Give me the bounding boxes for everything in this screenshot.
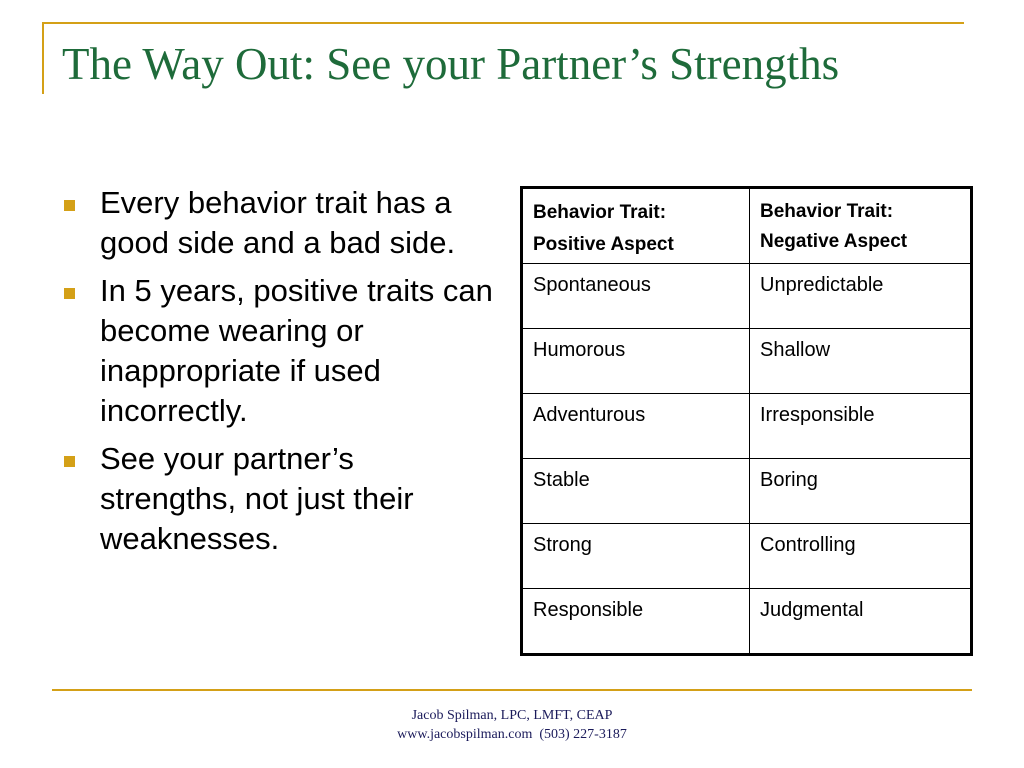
footer-contact: www.jacobspilman.com (503) 227-3187 bbox=[397, 727, 627, 742]
traits-table bbox=[520, 186, 973, 656]
bullet-list bbox=[58, 183, 498, 567]
negative-trait-cell: Controlling bbox=[750, 524, 972, 589]
header-line: Negative Aspect bbox=[760, 231, 908, 252]
bullet-item bbox=[58, 183, 498, 263]
negative-trait-cell: Shallow bbox=[750, 329, 972, 394]
positive-trait-cell: Humorous bbox=[522, 329, 750, 394]
positive-trait-cell: Spontaneous bbox=[522, 264, 750, 329]
bullet-text: See your partner’s strengths, not just their weaknesses. bbox=[100, 441, 414, 556]
table-row bbox=[522, 589, 972, 655]
negative-trait-cell: Judgmental bbox=[750, 589, 972, 655]
square-bullet-icon bbox=[64, 288, 75, 299]
positive-trait-cell: Stable bbox=[522, 459, 750, 524]
table-row bbox=[522, 264, 972, 329]
bullet-item bbox=[58, 271, 498, 431]
bullet-item bbox=[58, 439, 498, 559]
table-row bbox=[522, 459, 972, 524]
table-row bbox=[522, 524, 972, 589]
header-line: Behavior Trait: bbox=[533, 202, 667, 223]
square-bullet-icon bbox=[64, 456, 75, 467]
footer-author: Jacob Spilman, LPC, LMFT, CEAP bbox=[411, 708, 613, 723]
table-row bbox=[522, 329, 972, 394]
bullet-text: Every behavior trait has a good side and a bad side. bbox=[100, 185, 456, 260]
title-frame-left-rule bbox=[42, 22, 44, 94]
bullet-text: In 5 years, positive traits can become wearing or inappropriate if used incorrectly. bbox=[100, 273, 493, 428]
negative-trait-cell: Boring bbox=[750, 459, 972, 524]
title-frame-top-rule bbox=[42, 22, 964, 24]
footer bbox=[0, 706, 1024, 744]
negative-trait-cell: Irresponsible bbox=[750, 394, 972, 459]
table-row bbox=[522, 394, 972, 459]
positive-trait-cell: Adventurous bbox=[522, 394, 750, 459]
positive-trait-cell: Strong bbox=[522, 524, 750, 589]
negative-trait-cell: Unpredictable bbox=[750, 264, 972, 329]
footer-divider bbox=[52, 689, 972, 691]
header-line: Positive Aspect bbox=[533, 234, 674, 255]
slide-title: The Way Out: See your Partner’s Strengths bbox=[62, 39, 840, 89]
square-bullet-icon bbox=[64, 200, 75, 211]
header-negative-aspect bbox=[750, 188, 972, 264]
table-header-row bbox=[522, 188, 972, 264]
header-positive-aspect bbox=[522, 188, 750, 264]
header-line: Behavior Trait: bbox=[760, 201, 894, 222]
positive-trait-cell: Responsible bbox=[522, 589, 750, 655]
